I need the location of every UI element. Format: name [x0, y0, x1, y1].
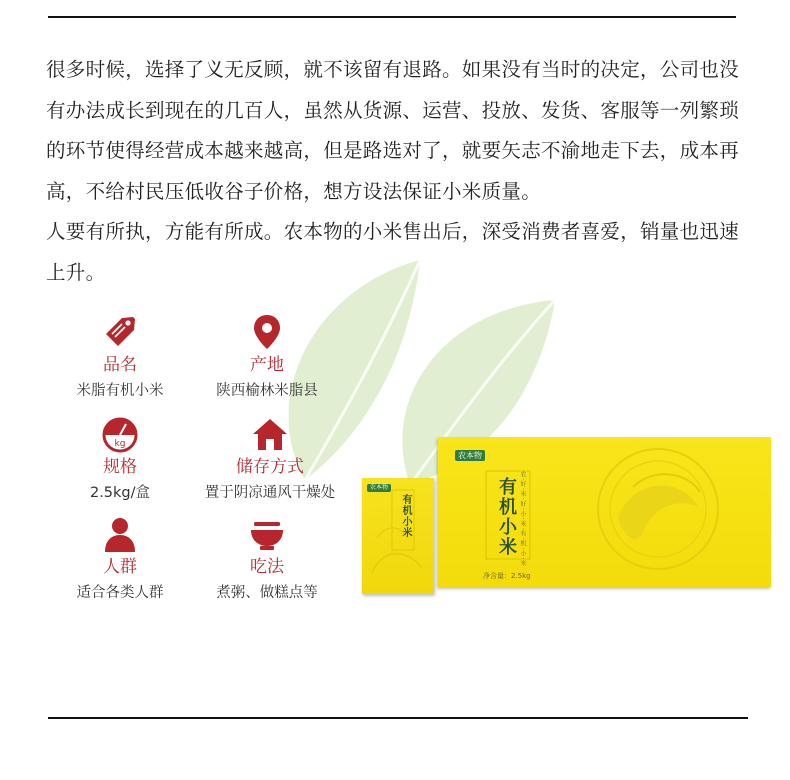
spec-origin-value: 陕西榆林米脂县	[216, 383, 318, 399]
spec-size-value: 2.5kg/盒	[89, 485, 151, 501]
house-icon	[250, 414, 290, 454]
location-pin-icon	[247, 312, 287, 352]
spec-usage-value: 煮粥、做糕点等	[216, 585, 318, 601]
spec-audience-value: 适合各类人群	[76, 585, 164, 601]
spec-origin-title: 产地	[250, 355, 284, 375]
bowl-icon	[247, 514, 287, 554]
spec-name	[72, 312, 168, 401]
spec-storage-title: 储存方式	[236, 457, 304, 477]
product-tagline: 农·好·米·好·小·米·有·机·小·米	[519, 471, 526, 568]
box-decoration	[438, 437, 771, 587]
spec-size-title: 规格	[103, 457, 137, 477]
price-tag-icon	[100, 312, 140, 352]
product-box-large	[438, 437, 771, 587]
story-paragraph-1: 很多时候，选择了义无反顾，就不该留有退路。如果没有当时的决定，公司也没有办法成长到现在的几百人，虽然从货源、运营、投放、发货、客服等一列繁琐的环节使得经营成本越来越高，但是路选对了，就要矢志不渝地走下去，成本再高，不给村民压低收谷子价格，想方设法保证小米质量。	[46, 58, 740, 203]
brand-logo-small: 农本物	[367, 484, 391, 492]
brand-logo: 农本物	[455, 450, 485, 461]
story-paragraph-2: 人要有所执，方能有所成。农本物的小米售出后，深受消费者喜爱，销量也迅速上升。	[46, 220, 740, 284]
spec-storage	[190, 414, 350, 503]
spec-usage-title: 吃法	[250, 557, 284, 577]
person-icon	[100, 514, 140, 554]
spec-storage-value: 置于阴凉通风干燥处	[204, 485, 336, 501]
scale-icon	[100, 414, 140, 454]
story-text	[46, 50, 746, 293]
spec-audience-title: 人群	[103, 557, 137, 577]
product-weight: 净含量：2.5kg	[483, 572, 531, 580]
spec-size	[72, 414, 168, 503]
spec-name-value: 米脂有机小米	[76, 383, 164, 399]
product-name-small: 有机小米	[400, 494, 411, 538]
spec-origin	[205, 312, 329, 401]
bottom-divider	[48, 717, 748, 719]
svg-text:kg: kg	[114, 439, 126, 449]
spec-usage	[205, 514, 329, 603]
product-box-small	[362, 478, 434, 594]
product-name-large: 有机小米	[496, 477, 517, 557]
spec-audience	[64, 514, 176, 603]
spec-name-title: 品名	[103, 355, 137, 375]
top-divider	[48, 16, 736, 18]
